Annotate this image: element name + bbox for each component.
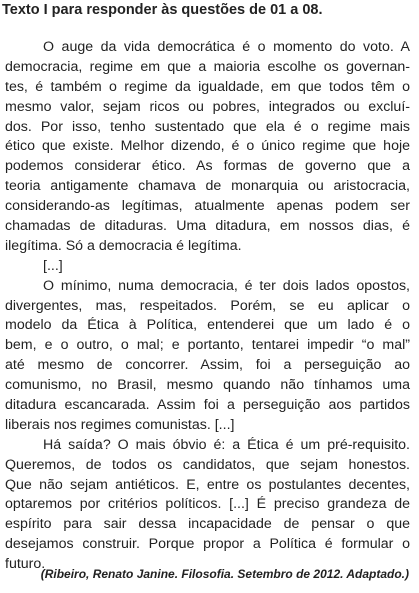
paragraph-1-line-7: podemos considerar ético. As formas de governo que a xyxy=(5,158,410,175)
paragraph-3-line-7: futuro. xyxy=(5,556,46,573)
paragraph-2-line-8: liberais nos regimes comunistas. [...] xyxy=(5,416,235,433)
paragraph-2-line-4: bem, e o outro, o mal; e portanto, tentarei impedir “o mal” xyxy=(5,337,410,354)
paragraph-2-line-5: até mesmo de concorrer. Assim, foi a perseguição ao xyxy=(5,357,410,374)
paragraph-2-line-7: ditadura escancarada. Assim foi a perseguição aos partidos xyxy=(5,397,410,414)
paragraph-1-line-1: O auge da vida democrática é o momento do voto. A xyxy=(43,39,410,55)
source-citation: (Ribeiro, Renato Janine. Filosofia. Setembro de 2012. Adaptado.) xyxy=(40,567,409,581)
paragraph-1-line-5: dos. Por isso, tenho sustentado que ela é o regime mais xyxy=(5,118,410,135)
passage-body xyxy=(5,38,410,575)
paragraph-3-line-5: espírito para sair dessa incapacidade de pensar o que xyxy=(5,516,410,533)
paragraph-1-line-2: democracia, regime em que a maioria escolhe os governan- xyxy=(5,58,410,75)
paragraph-1-line-8: teoria antigamente chamava de monarquia ou aristocracia, xyxy=(5,178,410,195)
paragraph-1-line-10: chamadas de ditaduras. Uma ditadura, em nossos dias, é xyxy=(5,218,410,235)
paragraph-1-line-6: ético que existe. Melhor dizendo, é o único regime que hoje xyxy=(5,138,410,155)
paragraph-1-line-4: mesmo valor, sejam ricos ou pobres, integrados ou excluí- xyxy=(5,98,410,115)
paragraph-2-line-3: modelo da Ética à Política, entenderei que um lado é o xyxy=(5,317,410,334)
paragraph-1-line-3: tes, é também o regime da igualdade, em que todos têm o xyxy=(5,78,410,95)
paragraph-3-line-6: desejamos construir. Porque propor a Política é formular o xyxy=(5,536,410,553)
paragraph-1-line-9: considerando-as legítimas, atualmente apenas podem ser xyxy=(5,198,410,215)
paragraph-2-line-6: comunismo, no Brasil, mesmo quando não tínhamos uma xyxy=(5,377,410,394)
paragraph-3-line-1: Há saída? O mais óbvio é: a Ética é um pré-requisito. xyxy=(43,436,410,453)
paragraph-2-line-1: O mínimo, numa democracia, é ter dois lados opostos, xyxy=(43,277,410,294)
ellipsis-marker: [...] xyxy=(43,257,63,274)
paragraph-3-line-3: Que não sejam antiéticos. E, entre os postulantes decentes, xyxy=(5,476,410,493)
paragraph-3-line-4: optaremos por critérios políticos. [...] É preciso grandeza de xyxy=(5,496,410,513)
paragraph-1-line-11: ilegítima. Só a democracia é legítima. xyxy=(5,237,242,254)
text-heading: Texto I para responder às questões de 01 a 08. xyxy=(2,2,323,18)
paragraph-2-line-2: divergentes, mas, respeitados. Porém, se eu aplicar o xyxy=(5,297,410,314)
paragraph-3-line-2: Queremos, de todos os candidatos, que sejam honestos. xyxy=(5,456,410,473)
